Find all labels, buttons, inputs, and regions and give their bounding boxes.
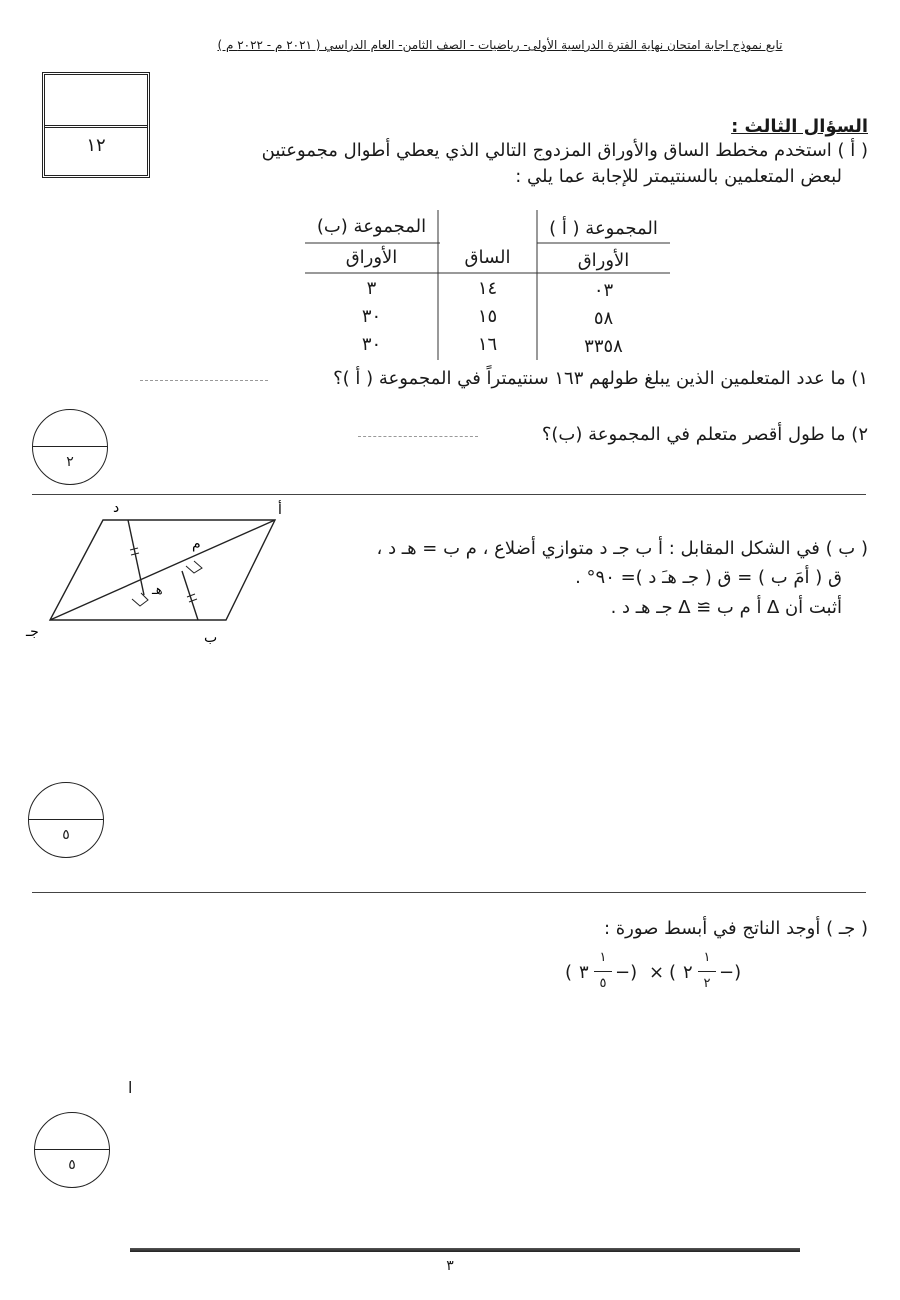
- expr2-numerator: ١: [703, 950, 711, 965]
- row1-a: ٠٣: [593, 280, 614, 301]
- right-angle-m: [186, 561, 202, 573]
- answer-line-q1[interactable]: [140, 380, 268, 381]
- row1-b: ٣: [366, 278, 377, 299]
- part-b-line3: أثبت أن ∆ أ م ب ≅ ∆ جـ هـ د .: [610, 597, 842, 618]
- point-label-h: هـ: [152, 583, 163, 598]
- right-angle-h: [132, 593, 148, 606]
- product-expression: ( ٣ ١ ٥ −) × ( ٢ ١ ٢ −): [565, 950, 742, 991]
- vertex-label-d: د: [113, 500, 120, 516]
- page-number: ٣: [446, 1258, 454, 1274]
- part-a-line1: ( أ ) استخدم مخطط الساق والأوراق المزدوج التالي الذي يعطي أطوال مجموعتين: [261, 140, 868, 161]
- row2-stem: ١٥: [477, 306, 498, 327]
- mark-circle-b: [28, 782, 104, 858]
- mark-circle-c: [34, 1112, 110, 1188]
- row2-b: ٣٠: [361, 306, 382, 327]
- part-b-line2: ق ( أمَ ب ) = ق ( جـ هـَ د )= ٩٠° .: [575, 567, 842, 588]
- expr2-denominator: ٢: [703, 976, 711, 991]
- row2-a: ٥٨: [593, 308, 614, 329]
- row3-stem: ١٦: [477, 334, 498, 355]
- part-b-line1: ( ب ) في الشكل المقابل : أ ب جـ د متوازي أضلاع ، م ب = هـ د ،: [376, 538, 868, 559]
- part-c-line1: ( جـ ) أوجد الناتج في أبسط صورة :: [603, 918, 868, 939]
- tick-mark: [189, 599, 197, 602]
- group-a-leaves-label: الأوراق: [577, 250, 630, 271]
- mark-a: ٢: [66, 454, 74, 470]
- expr2-whole: ٢: [683, 962, 693, 983]
- section-divider-1: [32, 494, 866, 495]
- times-sign: ×: [649, 962, 665, 983]
- mark-b: ٥: [62, 827, 70, 843]
- score-box: [42, 72, 150, 178]
- group-a-header: المجموعة ( أ ): [549, 218, 658, 239]
- footer-rule: [130, 1248, 800, 1252]
- stem-leaf-plot: [305, 210, 670, 360]
- stray-mark: ا: [128, 1078, 133, 1097]
- row3-b: ٣٠: [361, 334, 382, 355]
- row3-a: ٣٣٥٨: [584, 336, 623, 357]
- expr1-whole: ٣: [579, 962, 589, 983]
- part-a-q1: ١) ما عدد المتعلمين الذين يبلغ طولهم ١٦٣ سنتيمتراً في المجموعة ( أ )؟: [333, 368, 868, 389]
- point-label-m: م: [192, 536, 201, 552]
- stem-label: الساق: [464, 247, 511, 268]
- mark-c: ٥: [68, 1157, 76, 1173]
- score-total: ١٢: [86, 135, 106, 156]
- page-header: تابع نموذج اجابة امتحان نهاية الفترة الدراسية الأولى- رياضيات - الصف الثامن- العام الدراسي ( ٢٠٢١ م - ٢٠٢٢ م ): [217, 38, 783, 52]
- question-title: السؤال الثالث :: [731, 116, 868, 137]
- part-a-line2: لبعض المتعلمين بالسنتيمتر للإجابة عما يلي :: [515, 166, 842, 187]
- score-divider: [45, 125, 147, 128]
- vertex-label-b: ب: [204, 630, 218, 646]
- section-divider-2: [32, 892, 866, 893]
- part-a-q2: ٢) ما طول أقصر متعلم في المجموعة (ب)؟: [541, 424, 868, 445]
- group-b-header: المجموعة (ب): [316, 216, 427, 237]
- parallelogram-figure: [20, 500, 310, 650]
- expr1-denominator: ٥: [599, 976, 607, 991]
- expr1-numerator: ١: [599, 950, 607, 965]
- group-b-leaves-label: الأوراق: [345, 247, 398, 268]
- diagonal-ac: [50, 520, 275, 620]
- answer-line-q2[interactable]: [358, 436, 478, 437]
- mark-circle-a: [32, 409, 108, 485]
- vertex-label-a: أ: [278, 502, 282, 518]
- vertex-label-c: جـ: [26, 624, 39, 640]
- row1-stem: ١٤: [477, 278, 498, 299]
